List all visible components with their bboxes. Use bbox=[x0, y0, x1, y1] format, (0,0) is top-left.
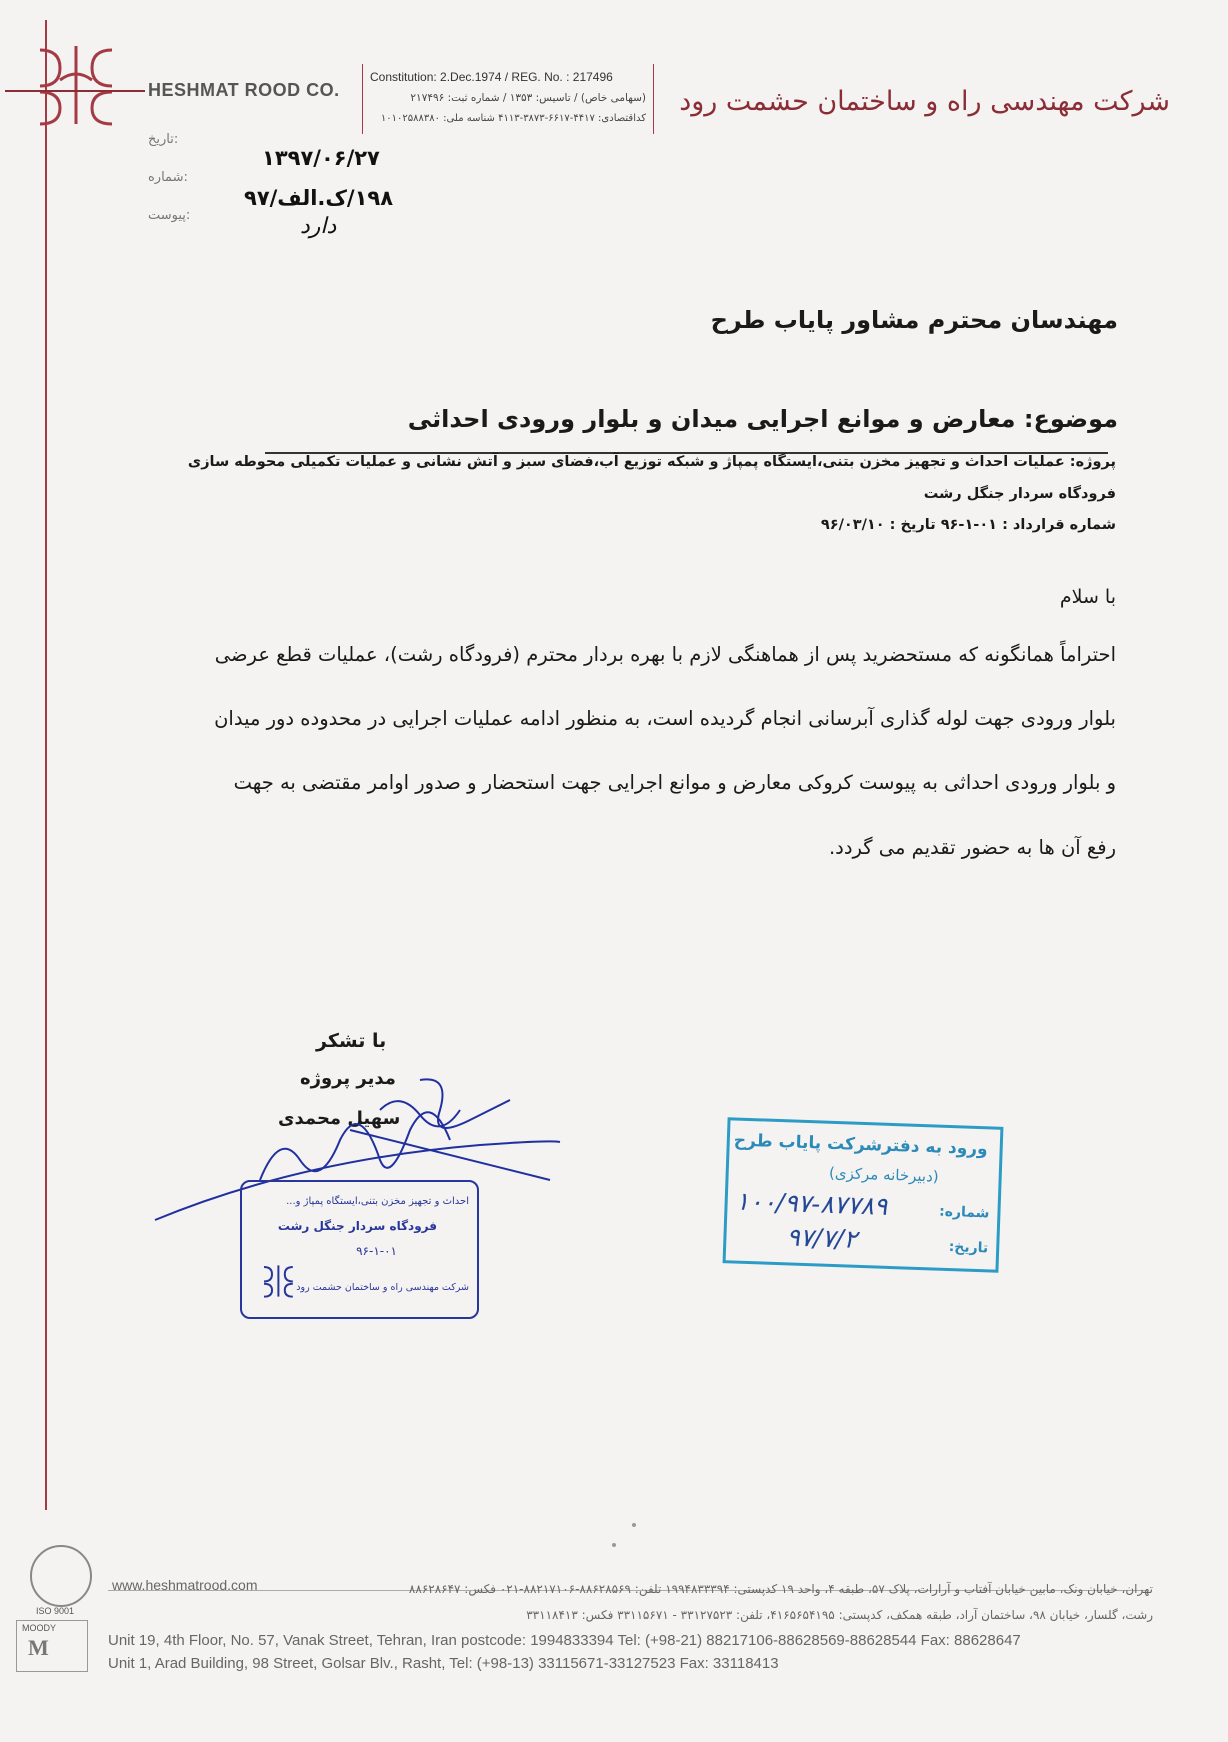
body-line: و بلوار ورودی احداثی به پیوست کروکی معارض و موانع اجرایی جهت استحضار و صدور اوامر مقتضی به جهت bbox=[233, 771, 1116, 794]
recipient: مهندسان محترم مشاور پایاب طرح bbox=[710, 306, 1118, 334]
receipt-date: ۹۷/۷/۲ bbox=[785, 1222, 858, 1254]
receipt-title: ورود به دفترشرکت پایاب طرح bbox=[733, 1130, 989, 1160]
stamp-location: فرودگاه سردار جنگل رشت bbox=[277, 1219, 437, 1233]
scan-mark bbox=[632, 1523, 636, 1527]
receipt-number-label: شماره: bbox=[938, 1203, 990, 1222]
moody-certificate-label: MOODY bbox=[22, 1623, 57, 1633]
body-line: احتراماً همانگونه که مستحضرید پس از هماهنگی لازم با بهره بردار محترم (فرودگاه رشت)، عملیات قطع عرضی bbox=[214, 643, 1116, 666]
registration-line-fa: (سهامی خاص) / تاسیس: ۱۳۵۳ / شماره ثبت: ۲۱۷۴۹۶ bbox=[410, 92, 646, 104]
body-line: بلوار ورودی جهت لوله گذاری آبرسانی انجام گردیده است، به منظور ادامه عملیات اجرایی در محدوده دور میدان bbox=[214, 707, 1116, 730]
stamp-logo-icon bbox=[260, 1260, 300, 1302]
iso-certificate-label: ISO 9001 bbox=[36, 1606, 75, 1616]
project-line: پروژه: عملیات احداث و تجهیز مخزن بتنی،ایستگاه پمپاژ و شبکه توزیع آب،فضای سبز و آتش نشانی و عملیات تکمیلی محوطه سازی bbox=[187, 454, 1116, 470]
company-name-fa: شرکت مهندسی راه و ساختمان حشمت رود bbox=[679, 86, 1170, 117]
receipt-number: ۱۰۰/۹۷-۸۷۷۸۹ bbox=[735, 1186, 888, 1221]
project-location: فرودگاه سردار جنگل رشت bbox=[923, 486, 1116, 502]
receipt-subtitle: (دبیرخانه مرکزی) bbox=[828, 1163, 940, 1186]
iso-certificate-icon bbox=[30, 1545, 92, 1607]
number-label: :شماره bbox=[148, 170, 188, 185]
body-line: رفع آن ها به حضور تقدیم می گردد. bbox=[828, 836, 1116, 859]
address-tehran-fa: تهران، خیابان ونک، مابین خیابان آفتاب و آرارات، پلاک ۵۷، طبقه ۴، واحد ۱۹ کدپستی: ۱۹۹۴۸۳۳۳۹۴ تلفن: ۸۸۶۲۸۵۶۹-۸۸۲۱۷۱۰۶-۰۲۱ فکس: ۸۸۶۲۸۶۴۷ bbox=[408, 1582, 1153, 1596]
website-link[interactable]: www.heshmatrood.com bbox=[112, 1577, 258, 1593]
receipt-stamp bbox=[723, 1117, 1004, 1273]
company-stamp bbox=[240, 1180, 479, 1319]
attachment-value: دارد bbox=[300, 214, 337, 239]
attachment-label: :پیوست bbox=[148, 208, 191, 223]
registration-line-en: Constitution: 2.Dec.1974 / REG. No. : 217496 bbox=[370, 70, 613, 84]
company-logo bbox=[30, 40, 130, 130]
greeting: با سلام bbox=[1059, 586, 1116, 608]
receipt-date-label: تاریخ: bbox=[948, 1239, 989, 1257]
stamp-project: احداث و تجهیز مخزن بتنی،ایستگاه پمپاژ و... bbox=[286, 1196, 469, 1207]
signer-title: مدیر پروژه bbox=[300, 1068, 396, 1089]
stamp-company: شرکت مهندسی راه و ساختمان حشمت رود bbox=[296, 1282, 469, 1293]
date-label: :تاریخ bbox=[148, 132, 179, 147]
scan-mark bbox=[612, 1543, 616, 1547]
address-rasht-fa: رشت، گلسار، خیابان ۹۸، ساختمان آراد، طبقه همکف، کدپستی: ۴۱۶۵۶۵۴۱۹۵، تلفن: ۳۳۱۲۷۵۲۳ - ۳۳۱۱۵۶۷۱ فکس: ۳۳۱۱۸۴۱۳ bbox=[526, 1608, 1153, 1622]
subject-line: موضوع: معارض و موانع اجرایی میدان و بلوار ورودی احداثی bbox=[407, 405, 1118, 433]
address-tehran-en: Unit 19, 4th Floor, No. 57, Vanak Street, Tehran, Iran postcode: 1994833394 Tel: (+98-21) 88217106-88628569-88628544 Fax: 88628647 bbox=[108, 1632, 1021, 1649]
header-rule bbox=[5, 90, 145, 92]
moody-mark: M bbox=[28, 1635, 49, 1660]
contract-line: شماره قرارداد : ۰۱-۱-۹۶ تاریخ : ۹۶/۰۳/۱۰ bbox=[820, 517, 1116, 533]
economic-code-line: کداقتصادی: ۴۴۱۷-۶۶۱۷-۳۸۷۳-۴۱۱۳ شناسه ملی: ۱۰۱۰۲۵۸۸۳۸۰ bbox=[380, 113, 646, 124]
closing: با تشکر bbox=[316, 1030, 387, 1052]
address-rasht-en: Unit 1, Arad Building, 98 Street, Golsar Blv., Rasht, Tel: (+98-13) 33115671-33127523 Fax: 33118413 bbox=[108, 1655, 779, 1672]
stamp-contract: ۹۶-۱-۰۱ bbox=[356, 1244, 397, 1258]
company-name-en: HESHMAT ROOD CO. bbox=[148, 80, 340, 100]
letter-date: ۱۳۹۷/۰۶/۲۷ bbox=[262, 146, 380, 170]
margin-rule bbox=[45, 20, 47, 1510]
letter-number: ۱۹۸/ک.الف/۹۷ bbox=[244, 186, 394, 210]
signer-name: سهیل محمدی bbox=[278, 1108, 401, 1129]
